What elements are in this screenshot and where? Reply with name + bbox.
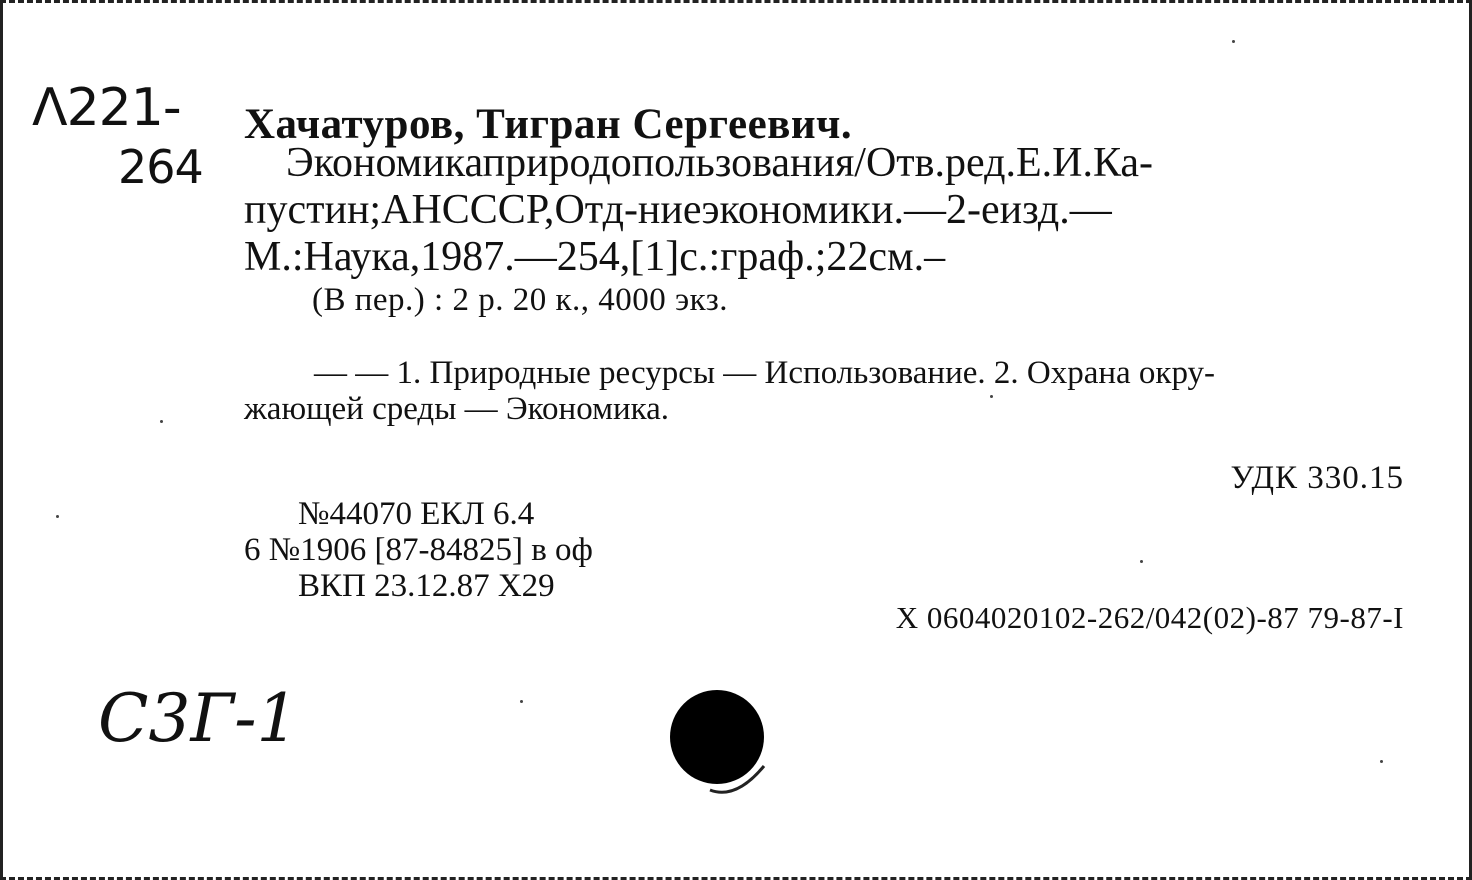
title-word: изд. — [999, 187, 1070, 233]
author-heading: Хачатуров, Тигран Сергеевич. — [244, 101, 853, 148]
udk-classification: УДК 330.15 — [1230, 460, 1404, 496]
punch-hole-arc-mark — [706, 760, 768, 800]
title-word: — — [903, 187, 946, 233]
title-line-2 — [244, 187, 1404, 234]
title-word: : — [291, 234, 304, 280]
subjects-line-1: — — 1. Природные ресурсы — Использование. 2. Охрана окру- — [314, 355, 1216, 391]
title-description — [244, 140, 1404, 281]
speck — [990, 395, 993, 398]
title-word: с. — [679, 234, 709, 280]
title-word: СССР, — [441, 187, 555, 233]
title-word: Экономика — [286, 140, 483, 186]
title-word: 254, — [556, 234, 631, 280]
title-word: : — [708, 234, 721, 280]
title-word: Ка- — [1092, 140, 1154, 186]
tech-line-1: №44070 ЕКЛ 6.4 — [298, 496, 535, 532]
technical-data — [244, 496, 593, 604]
title-word: [1] — [630, 234, 680, 280]
speck — [1140, 560, 1143, 563]
title-word: — — [1069, 187, 1112, 233]
title-word: см.– — [868, 234, 946, 280]
title-word: Наука, — [303, 234, 421, 280]
price-binding-note: (В пер.) : 2 р. 20 к., 4000 экз. — [312, 282, 729, 318]
title-word: — — [514, 234, 557, 280]
subjects-line-2: жающей среды — Экономика. — [244, 391, 670, 427]
tech-line-2: 6 №1906 [87-84825] в оф — [244, 532, 593, 568]
title-word: И. — [1052, 140, 1093, 186]
title-word: природопользования/ — [482, 140, 866, 186]
card-top-edge — [0, 0, 1472, 8]
title-word: ред. — [944, 140, 1016, 186]
speck — [1380, 760, 1383, 763]
title-word: экономики. — [701, 187, 904, 233]
title-word: АН — [381, 187, 442, 233]
title-word: 2-е — [945, 187, 1000, 233]
title-word: Отд-ние — [554, 187, 702, 233]
speck — [56, 515, 59, 518]
speck — [520, 700, 523, 703]
card-left-edge — [0, 0, 7, 880]
title-line-3 — [244, 234, 1234, 281]
tech-line-3: ВКП 23.12.87 Х29 — [298, 568, 555, 604]
title-word: Е. — [1015, 140, 1053, 186]
speck — [1232, 40, 1235, 43]
call-number-line-1: Λ221- — [32, 78, 181, 138]
shelf-mark: С3Г-1 — [98, 680, 299, 757]
title-word: М. — [244, 234, 292, 280]
title-word: 1987. — [420, 234, 515, 280]
title-line-1 — [244, 140, 1404, 187]
call-number-line-2: 264 — [118, 140, 203, 194]
title-word: Отв. — [865, 140, 945, 186]
title-word: граф.; — [720, 234, 827, 280]
card-right-edge — [1465, 0, 1472, 880]
card-bottom-edge — [0, 873, 1472, 880]
speck — [160, 420, 163, 423]
publisher-index-code: Х 0604020102-262/042(02)-87 79-87-I — [895, 600, 1404, 635]
title-word: пустин; — [244, 187, 382, 233]
subject-headings — [244, 355, 1404, 427]
title-word: 22 — [826, 234, 869, 280]
